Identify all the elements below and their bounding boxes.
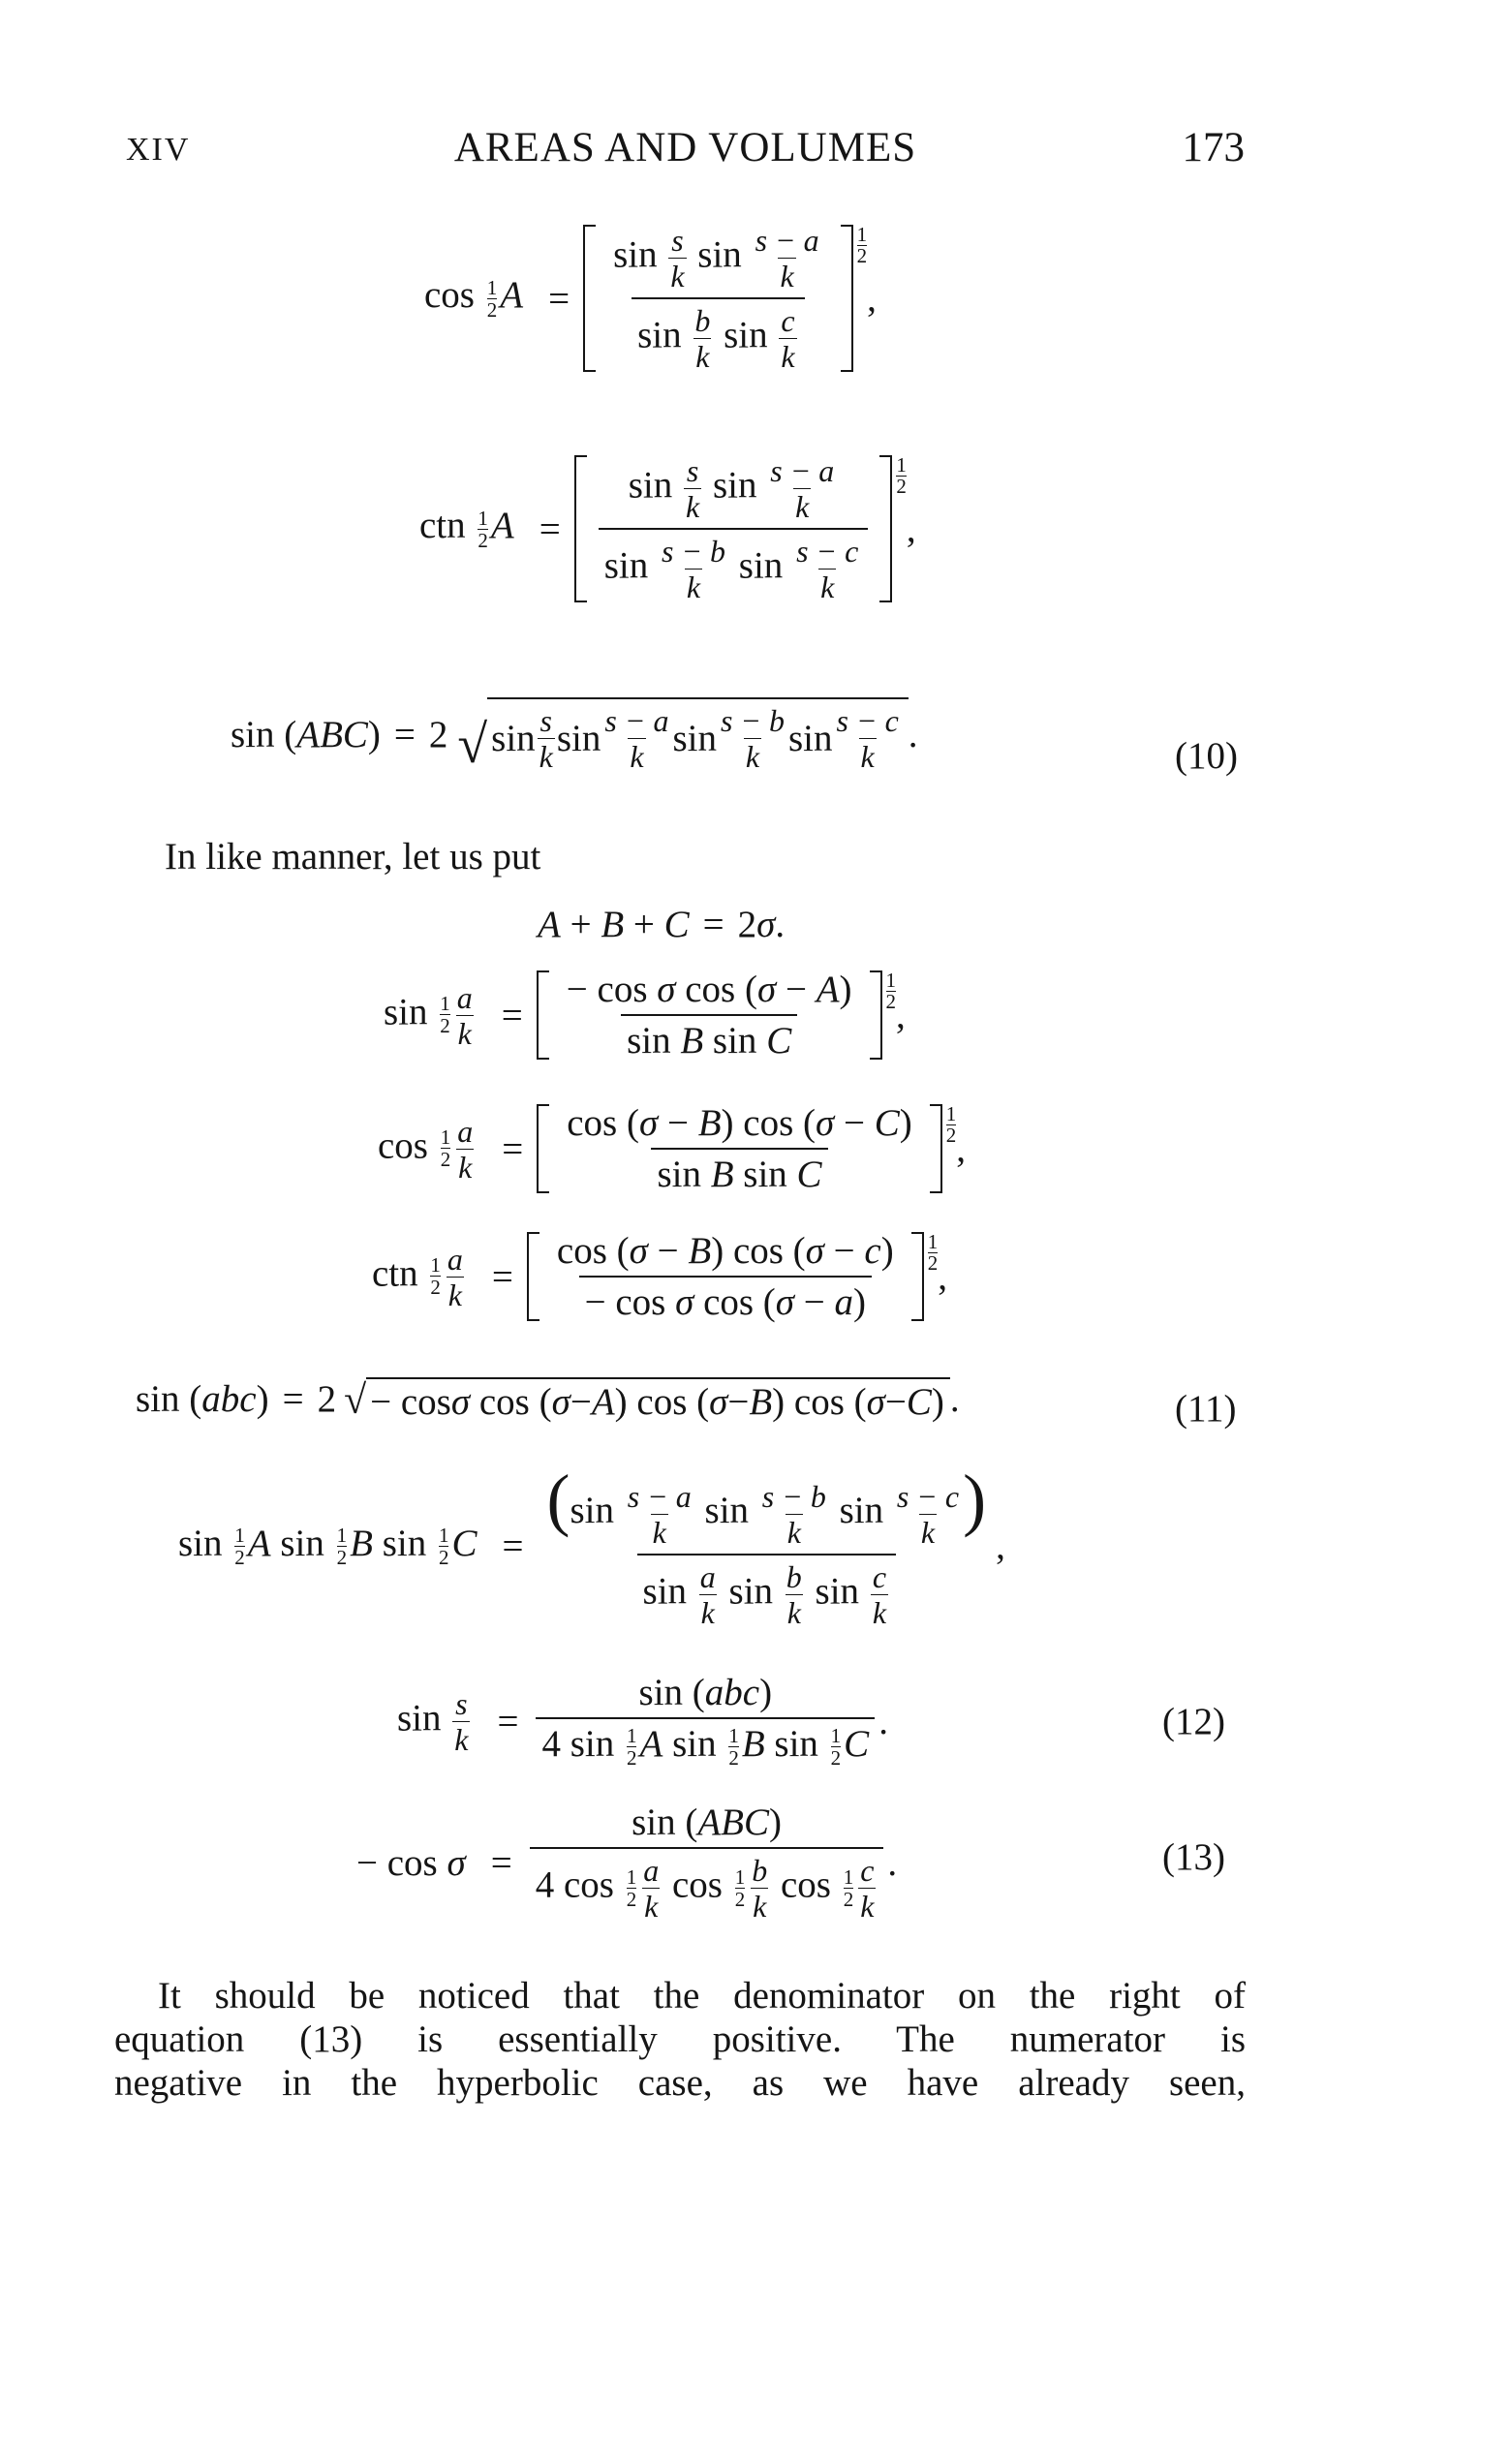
equation-cos-half-a-over-k: cos $\frac{1}{2}$ $\frac{a}{k}$ = $\frac{\cos (\sigma - B) \cos (\sigma - C)}{\text{sin B sin C}}$ 1 2 , [378, 1102, 967, 1195]
paragraph-line: It should be noticed that the denominator on the right of [158, 1975, 1246, 2017]
equation-cos-half-A: cos $\frac{1}{2}$ A = sin $\frac{s}{k}$ sin $\frac{s - a}{k}$ sin $\frac{b}{k}$ sin $\frac{c}{k}$ 1 2 , [424, 223, 877, 374]
equation-number-11: (11) [1175, 1388, 1237, 1430]
body-paragraph [114, 1974, 1246, 2105]
equation-12: sin $\frac{s}{k}$ = sin (abc) 4 sin $\frac{1}{2}$ A sin $\frac{1}{2}$ B sin $\frac{1}{2}$ C . [397, 1672, 888, 1771]
equation-ctn-half-A: ctn $\frac{1}{2}$ A = sin $\frac{s}{k}$ sin $\frac{s - a}{k}$ sin $\frac{s - b}{k}$ sin $\frac{s - c}{k}$ 1 2 , [419, 453, 916, 604]
equation-sin-half-a-over-k: sin $\frac{1}{2}$ $\frac{a}{k}$ = $\frac{\text{− cos σ cos (σ − A)}}{\text{sin B sin C}}$ 1 2 , [384, 969, 906, 1062]
equation-angle-sum: A + B + C = 2σ. [538, 904, 786, 945]
equation-13: − cos σ = sin (ABC) 4 cos $\frac{1}{2}$ $\frac{a}{k}$ cos $\frac{1}{2}$ $\frac{b}{k}$ cos $\frac{1}{2}$ $\frac{c}{k}$ . [356, 1802, 898, 1924]
equation-10: sin (ABC) = 2 √ sin s k sin s − a k sin s − b k sin s − c k . [231, 697, 918, 772]
chapter-label: XIV [126, 132, 191, 168]
equation-11: sin (abc) = 2 √ − cos σ cos ( σ − A ) cos ( σ − B ) cos ( σ − C ) . [136, 1378, 960, 1423]
equation-number-10: (10) [1175, 735, 1238, 777]
paragraph-line: equation (13) is essentially positive. The numerator is [114, 2018, 1246, 2060]
equation-ctn-half-a-over-k: ctn $\frac{1}{2}$ $\frac{a}{k}$ = $\frac{\cos (\sigma - B) \cos (\sigma - c)}{\text{− cos σ cos (σ − a)}}$ 1 2 , [372, 1230, 947, 1323]
running-head [126, 124, 1245, 182]
page-header-title: AREAS AND VOLUMES [453, 125, 917, 170]
paragraph-line: negative in the hyperbolic case, as we have already seen, [114, 2062, 1246, 2104]
equation-number-12: (12) [1162, 1701, 1225, 1742]
page-number: 173 [1182, 125, 1245, 170]
intro-text: In like manner, let us put [165, 836, 541, 878]
equation-number-13: (13) [1162, 1836, 1225, 1878]
equation-sine-half-angles-product: sin $\frac{1}{2}$ A sin $\frac{1}{2}$ B sin $\frac{1}{2}$ C = (sin $\frac{s - a}{k}$ sin $\frac{s - b}{k}$ sin $\frac{s - c}{k}$ ) sin $\frac{a}{k}$ sin $\frac{b}{k}$ sin $\frac{c}{k}$ , [178, 1461, 1005, 1630]
